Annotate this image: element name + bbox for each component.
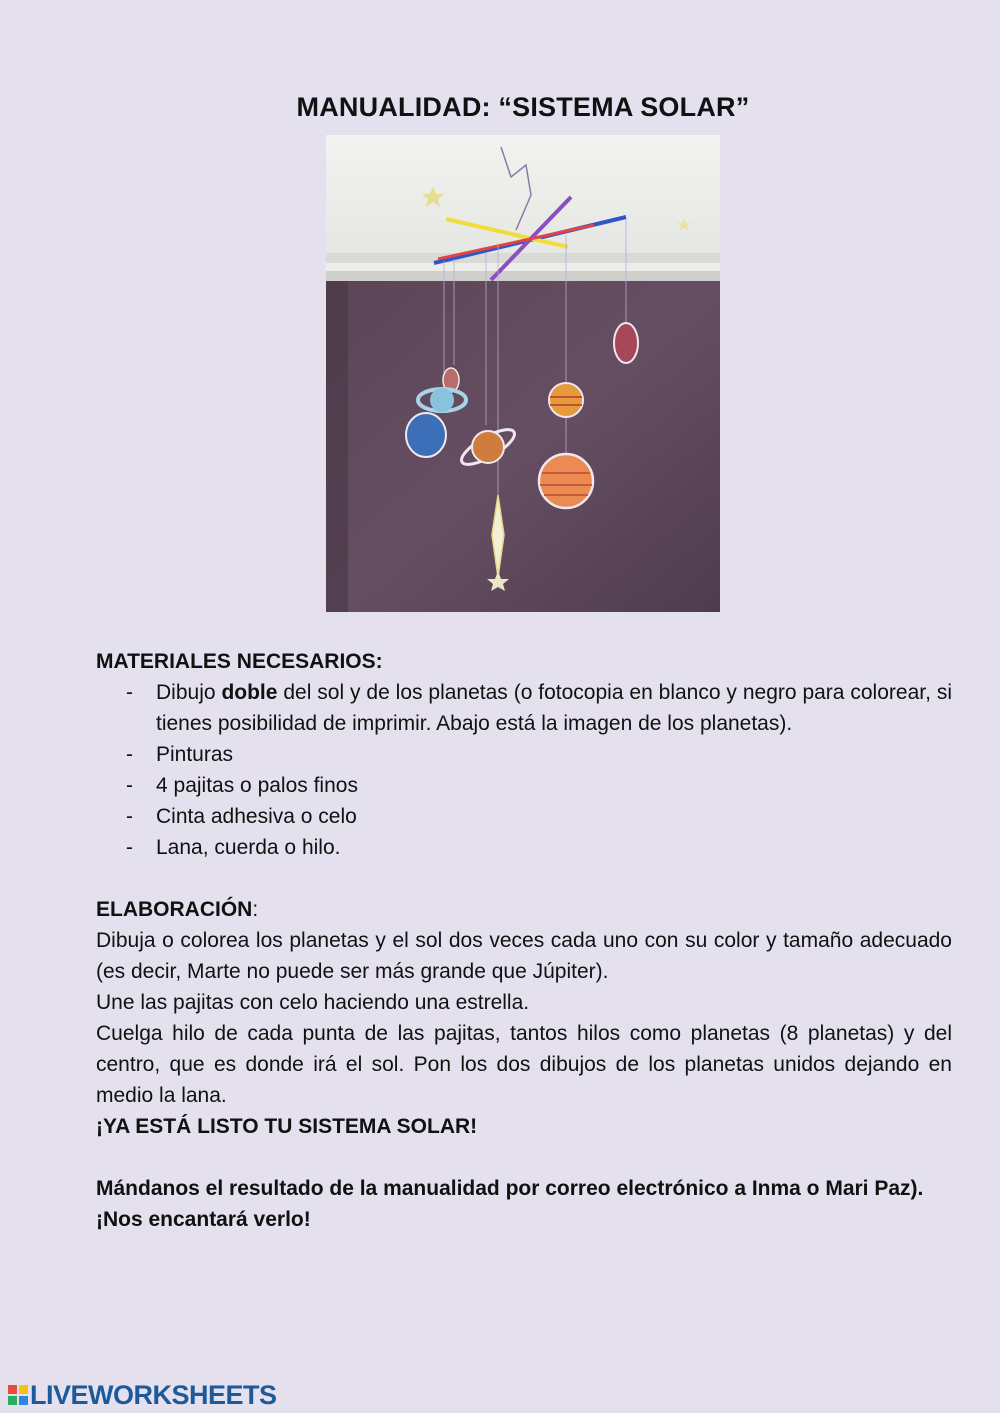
page-title: MANUALIDAD: “SISTEMA SOLAR” — [296, 92, 750, 122]
list-item: - Cinta adhesiva o celo — [156, 801, 952, 832]
list-item: - Pinturas — [156, 739, 952, 770]
elaboration-paragraph: Cuelga hilo de cada punta de las pajitas, tantos hilos como planetas (8 planetas) y del centro, que es donde irá el sol. Pon los dos dibujos de los planetas unidos dejando en medio la lana. — [96, 1022, 952, 1107]
list-item: - Lana, cuerda o hilo. — [156, 832, 952, 863]
done-message: ¡YA ESTÁ LISTO TU SISTEMA SOLAR! — [96, 1115, 478, 1138]
list-item-text: del sol y de los planetas (o fotocopia en blanco y negro para colorear, si tienes posibilidad de imprimir. Abajo está la imagen de los planetas). — [156, 681, 952, 735]
materials-heading: MATERIALES NECESARIOS: — [96, 650, 383, 673]
worksheet-content — [96, 646, 952, 1235]
closing-exclamation: ¡Nos encantará verlo! — [96, 1208, 311, 1231]
closing-message: Mándanos el resultado de la manualidad por correo electrónico a Inma o Mari Paz). — [96, 1177, 924, 1200]
elaboration-paragraph: Une las pajitas con celo haciendo una estrella. — [96, 991, 530, 1014]
solar-system-mobile-photo — [326, 135, 720, 612]
elaboration-colon: : — [252, 898, 259, 921]
logo-text: LIVEWORKSHEETS — [30, 1379, 277, 1410]
elaboration-heading-line — [96, 894, 952, 925]
materials-list — [96, 677, 952, 863]
liveworksheets-logo-icon — [8, 1385, 28, 1405]
liveworksheets-logo[interactable] — [8, 1380, 277, 1410]
list-item-text: Dibujo — [156, 681, 222, 704]
list-item: - 4 pajitas o palos finos — [156, 770, 952, 801]
list-item-bold: doble — [221, 681, 278, 704]
list-item — [156, 677, 952, 739]
elaboration-heading: ELABORACIÓN — [96, 898, 253, 921]
elaboration-paragraph: Dibuja o colorea los planetas y el sol dos veces cada uno con su color y tamaño adecuado (es decir, Marte no puede ser más grande que Júpiter). — [96, 929, 952, 983]
